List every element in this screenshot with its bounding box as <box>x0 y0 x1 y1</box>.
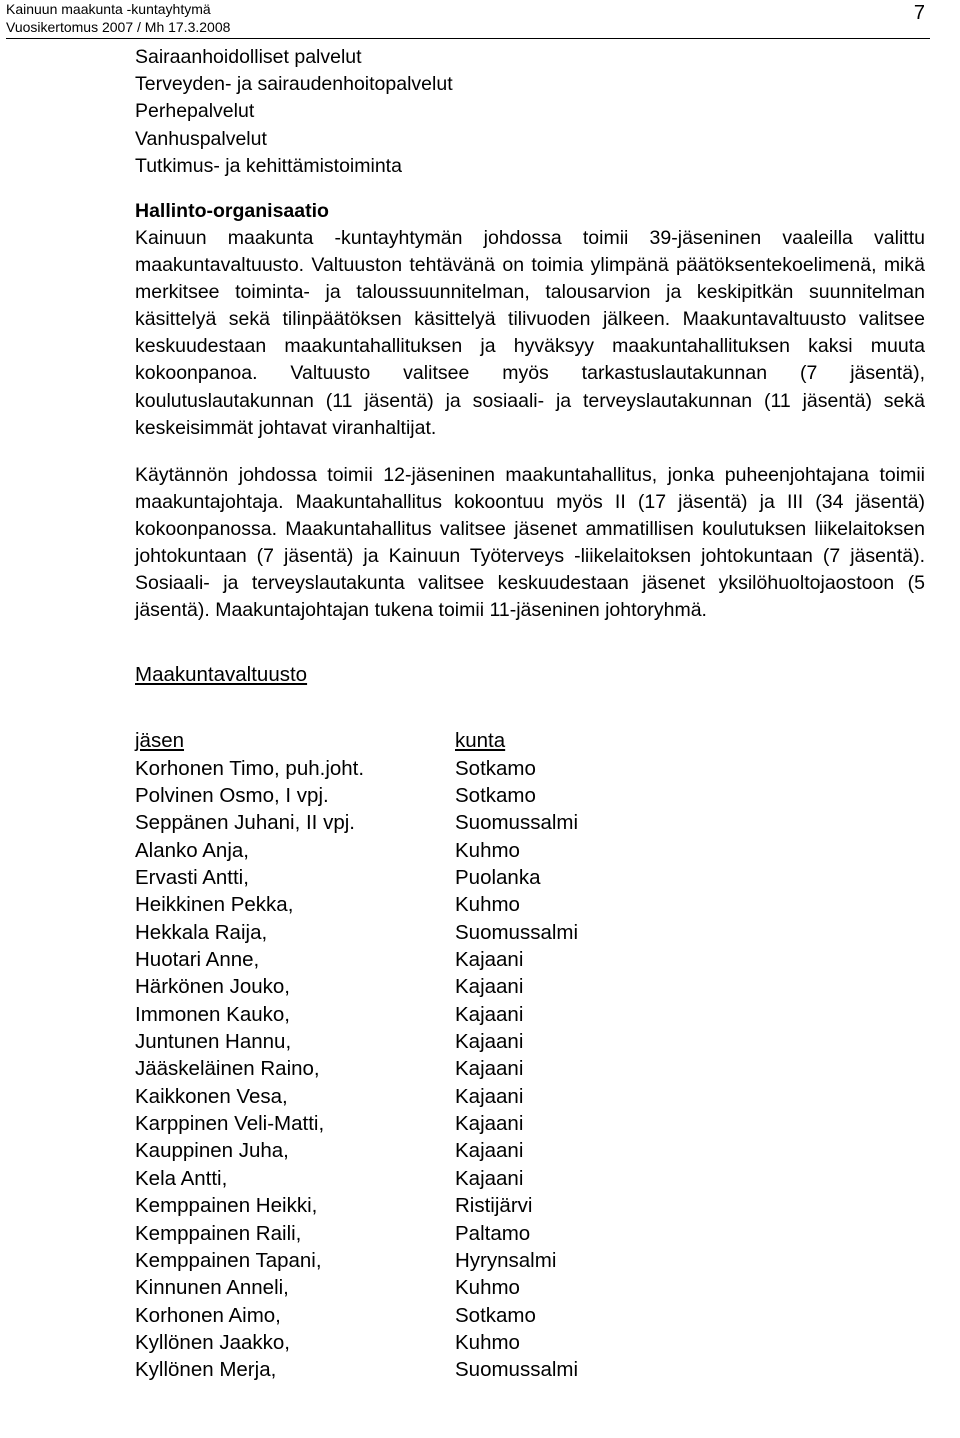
table-row <box>135 1274 578 1301</box>
member-name: Kela Antti, <box>135 1166 228 1190</box>
member-name: Härkönen Jouko, <box>135 975 290 999</box>
member-name: Juntunen Hannu, <box>135 1030 292 1054</box>
table-row <box>135 809 578 836</box>
member-name: Seppänen Juhani, II vpj. <box>135 811 355 835</box>
table-row <box>135 946 578 973</box>
member-municipality: Sotkamo <box>455 784 536 808</box>
member-name: Kauppinen Juha, <box>135 1139 289 1163</box>
service-list-item: Terveyden- ja sairaudenhoitopalvelut <box>135 73 453 96</box>
members-table <box>135 727 578 1383</box>
table-row <box>135 1302 578 1329</box>
table-row <box>135 1137 578 1164</box>
service-list-item: Tutkimus- ja kehittämistoiminta <box>135 154 402 177</box>
member-municipality: Kajaani <box>455 948 524 972</box>
member-name: Heikkinen Pekka, <box>135 893 294 917</box>
member-municipality: Kajaani <box>455 1166 524 1190</box>
member-name: Korhonen Aimo, <box>135 1303 281 1327</box>
member-name: Huotari Anne, <box>135 948 260 972</box>
column-header-member: jäsen <box>135 729 185 753</box>
member-name: Polvinen Osmo, I vpj. <box>135 784 329 808</box>
member-municipality: Suomussalmi <box>455 1358 579 1382</box>
page-number: 7 <box>913 2 925 24</box>
table-row <box>135 864 578 891</box>
member-municipality: Suomussalmi <box>455 811 579 835</box>
table-row <box>135 1356 578 1383</box>
member-municipality: Sotkamo <box>455 1303 536 1327</box>
header-report-info: Vuosikertomus 2007 / Mh 17.3.2008 <box>6 19 231 35</box>
member-municipality: Paltamo <box>455 1221 531 1245</box>
member-name: Kinnunen Anneli, <box>135 1276 289 1300</box>
member-name: Karppinen Veli-Matti, <box>135 1112 325 1136</box>
member-municipality: Puolanka <box>455 866 541 890</box>
table-row <box>135 782 578 809</box>
member-municipality: Kajaani <box>455 975 524 999</box>
member-municipality: Kuhmo <box>455 1330 520 1354</box>
table-row <box>135 1165 578 1192</box>
page-body <box>135 44 925 1384</box>
service-list <box>135 44 925 180</box>
member-municipality: Hyrynsalmi <box>455 1248 557 1272</box>
member-name: Ervasti Antti, <box>135 866 249 890</box>
column-header-municipality: kunta <box>455 729 506 753</box>
member-municipality: Kuhmo <box>455 893 520 917</box>
table-row <box>135 755 578 782</box>
table-row <box>135 837 578 864</box>
member-municipality: Ristijärvi <box>455 1194 533 1218</box>
members-table-body <box>135 755 578 1384</box>
table-row <box>135 1001 578 1028</box>
service-list-item: Perhepalvelut <box>135 100 255 123</box>
member-municipality: Kajaani <box>455 1112 524 1136</box>
member-municipality: Kuhmo <box>455 838 520 862</box>
section-heading: Hallinto-organisaatio <box>135 200 329 223</box>
member-name: Alanko Anja, <box>135 838 249 862</box>
table-row <box>135 919 578 946</box>
members-table-header <box>135 727 578 754</box>
table-row <box>135 973 578 1000</box>
table-row <box>135 1028 578 1055</box>
member-name: Kemppainen Heikki, <box>135 1194 318 1218</box>
member-name: Kemppainen Tapani, <box>135 1248 322 1272</box>
table-row <box>135 1110 578 1137</box>
header-divider <box>6 38 930 39</box>
member-municipality: Kajaani <box>455 1002 524 1026</box>
member-municipality: Kuhmo <box>455 1276 520 1300</box>
table-row <box>135 891 578 918</box>
table-row <box>135 1220 578 1247</box>
service-list-item: Vanhuspalvelut <box>135 127 267 150</box>
member-name: Kyllönen Merja, <box>135 1358 277 1382</box>
member-municipality: Kajaani <box>455 1030 524 1054</box>
member-name: Kaikkonen Vesa, <box>135 1084 288 1108</box>
member-municipality: Suomussalmi <box>455 920 579 944</box>
table-row <box>135 1247 578 1274</box>
member-name: Hekkala Raija, <box>135 920 268 944</box>
member-name: Jääskeläinen Raino, <box>135 1057 320 1081</box>
table-row <box>135 1329 578 1356</box>
member-municipality: Kajaani <box>455 1084 524 1108</box>
running-header <box>6 0 230 36</box>
service-list-item: Sairaanhoidolliset palvelut <box>135 46 362 68</box>
member-name: Kyllönen Jaakko, <box>135 1330 290 1354</box>
header-organization: Kainuun maakunta -kuntayhtymä <box>6 1 211 17</box>
members-table-title: Maakuntavaltuusto <box>135 663 308 687</box>
paragraph-council: Kainuun maakunta -kuntayhtymän johdossa toimii 39-jäseninen vaaleilla valittu maakuntavaltuusto. Valtuuston tehtävänä on toimia ylimpänä päätöksentekoelimenä, mikä merkitsee toiminta- ja taloussuunnitelman, talousarvion ja keskipitkän suunnitelman käsittelyä sekä tilinpäätöksen käsittelyä tilivuoden jälkeen. Maakuntavaltuusto valitsee keskuudestaan maakuntahallituksen ja hyväksyy maakuntahallituksen kaksi muuta kokoonpanoa. Valtuusto valitsee myös tarkastuslautakunnan (7 jäsentä), koulutuslautakunnan (11 jäsentä) ja sosiaali- ja terveyslautakunnan (11 jäsentä) sekä keskeisimmät johtavat viranhaltijat. <box>135 227 925 439</box>
member-name: Kemppainen Raili, <box>135 1221 302 1245</box>
member-name: Korhonen Timo, puh.joht. <box>135 756 365 780</box>
member-municipality: Kajaani <box>455 1057 524 1081</box>
member-municipality: Sotkamo <box>455 756 536 780</box>
table-row <box>135 1192 578 1219</box>
member-municipality: Kajaani <box>455 1139 524 1163</box>
table-row <box>135 1055 578 1082</box>
paragraph-board: Käytännön johdossa toimii 12-jäseninen maakuntahallitus, jonka puheenjohtajana toimii maakuntajohtaja. Maakuntahallitus kokoontuu myös II (17 jäsentä) ja III (34 jäsentä) kokoonpanossa. Maakuntahallitus valitsee jäsenet ammatillisen koulutuksen liikelaitoksen johtokuntaan (7 jäsentä) ja Kainuun Työterveys -liikelaitoksen johtokuntaan (7 jäsentä). Sosiaali- ja terveyslautakunta valitsee keskuudestaan jäsenet yksilöhuoltojaostoon (5 jäsentä). Maakuntajohtajan tukena toimii 11-jäseninen johtoryhmä. <box>135 463 925 622</box>
member-name: Immonen Kauko, <box>135 1002 290 1026</box>
table-row <box>135 1083 578 1110</box>
